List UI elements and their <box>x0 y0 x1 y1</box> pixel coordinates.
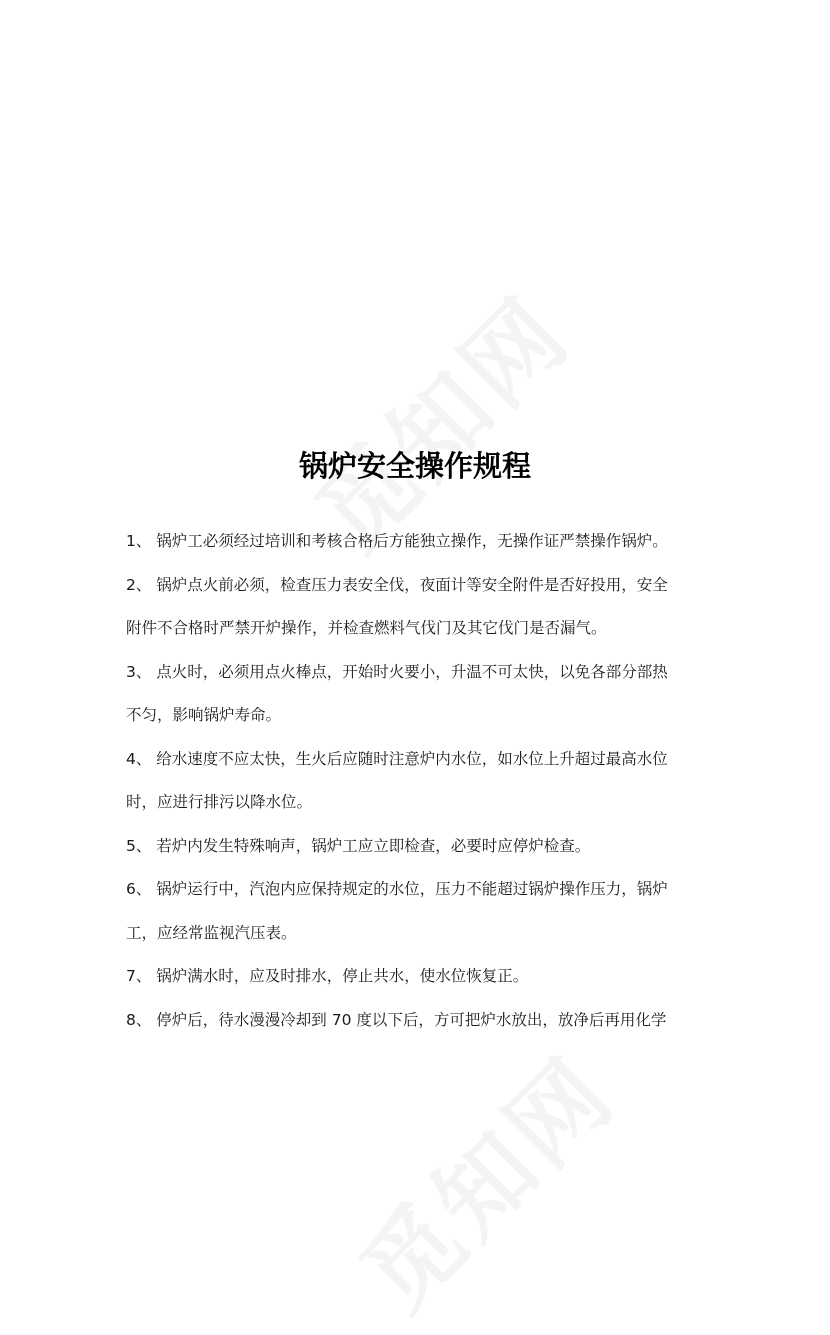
rule-2-line-1: 2、 锅炉点火前必须，检查压力表安全伐，夜面计等安全附件是否好投用，安全 <box>126 575 668 594</box>
rules-list <box>126 525 708 1047</box>
rule-3-line-1: 3、 点火时，必须用点火棒点，开始时火要小，升温不可太快，以免各部分部热 <box>126 662 668 681</box>
rule-2-line-2: 附件不合格时严禁开炉操作，并检查燃料气伐门及其它伐门是否漏气。 <box>126 619 607 637</box>
rule-4-line-2: 时，应进行排污以降水位。 <box>126 793 313 811</box>
rule-7-line-1: 7、 锅炉满水时，应及时排水，停止共水，使水位恢复正。 <box>126 967 529 985</box>
rule-3-line-2: 不匀，影响锅炉寿命。 <box>126 706 282 724</box>
rule-1-line-1: 1、 锅炉工必须经过培训和考核合格后方能独立操作，无操作证严禁操作锅炉。 <box>126 532 668 550</box>
rule-8-line-1: 8、 停炉后，待水漫漫冷却到 70 度以下后，方可把炉水放出，放净后再用化学 <box>126 1010 667 1029</box>
rule-6-line-2: 工，应经常监视汽压表。 <box>126 923 297 942</box>
document-title: 锅炉安全操作规程 <box>298 449 531 483</box>
watermark <box>326 1022 639 1335</box>
rule-6-line-1: 6、 锅炉运行中，汽泡内应保持规定的水位，压力不能超过锅炉操作压力，锅炉 <box>126 880 668 898</box>
rule-4-line-1: 4、 给水速度不应太快，生火后应随时注意炉内水位，如水位上升超过最高水位 <box>126 749 668 768</box>
rule-5-line-1: 5、 若炉内发生特殊响声，锅炉工应立即检查，必要时应停炉检查。 <box>126 836 591 855</box>
